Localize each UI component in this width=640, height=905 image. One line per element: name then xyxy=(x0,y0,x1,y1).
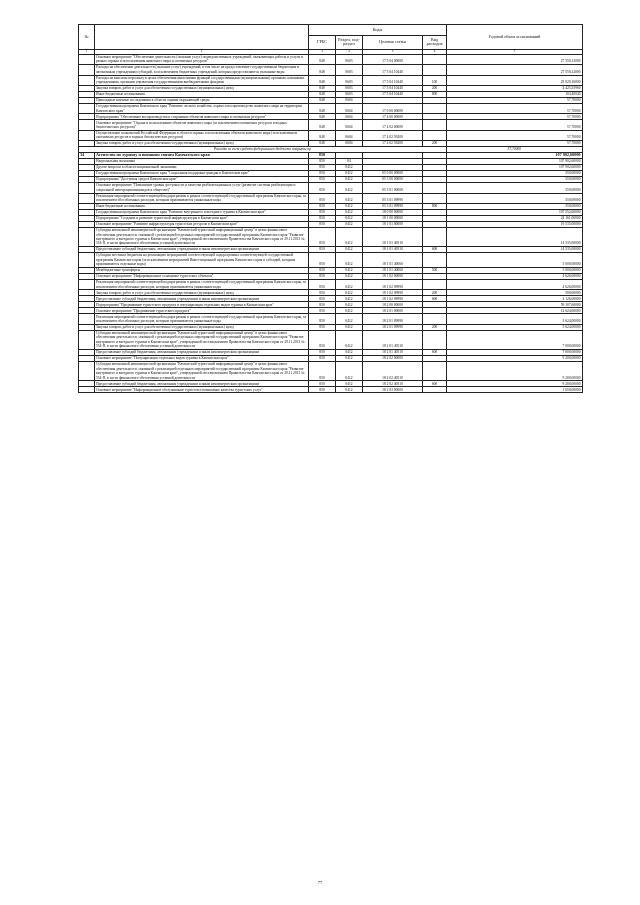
cell-section: 0412 xyxy=(336,356,363,362)
cell-number xyxy=(79,387,95,393)
cell-grbs: 850 xyxy=(309,362,336,381)
cell-section: 0412 xyxy=(336,193,363,203)
cell-vr: 800 xyxy=(423,91,447,97)
cell-section: 0603 xyxy=(336,91,363,97)
cell-amount: 24 161,00000 xyxy=(447,215,583,221)
cell-vr: 600 xyxy=(423,381,447,387)
cell-target: 17 5 04 00000 xyxy=(363,54,423,64)
cell-vr: 200 xyxy=(423,324,447,330)
cell-target: 18 2 00 00000 xyxy=(363,302,423,308)
cell-target: 17 4 02 59200 xyxy=(363,130,423,140)
cell-name: Предоставление субсидий бюджетным, автономным учреждениям и иным некоммерческим организациям xyxy=(95,247,309,253)
cell-name: Государственная программа Камчатского края "Социальная поддержка граждан в Камчатском крае" xyxy=(95,171,309,177)
table-row xyxy=(79,103,583,113)
cell-name: Субсидии местным бюджетам на реализацию мероприятий соответствующей подпрограммы соответствующей государственной программы Камчатского края (за исключением мероприятий Инвестиционной программы Камчатского края и субсидий, которым присваиваются отдельные коды) xyxy=(95,253,309,268)
cell-amount: 25 020,16000 xyxy=(447,75,583,85)
cell-amount: 4 626,00000 xyxy=(447,279,583,289)
cell-section: 0412 xyxy=(336,177,363,183)
cell-name: Реализация мероприятий соответствующей подпрограммы в рамках соответствующей государственной программы Камчатского края, за исключением обособленных расходов, которым присваиваются уникальные коды xyxy=(95,314,309,324)
cell-number xyxy=(79,193,95,203)
table-row xyxy=(79,314,583,324)
cell-section: 0412 xyxy=(336,221,363,227)
cell-grbs: 848 xyxy=(309,130,336,140)
cell-amount: 4 626,00000 xyxy=(447,273,583,279)
table-header xyxy=(79,25,583,55)
cell-target: 05 3 01 09990 xyxy=(363,193,423,203)
cell-name: Государственная программа Камчатского края "Развитие внутреннего и въездного туризма в Камчатском крае" xyxy=(95,209,309,215)
cell-vr: 500 xyxy=(423,267,447,273)
cell-target: 17 5 04 10440 xyxy=(363,85,423,91)
cell-grbs: 850 xyxy=(309,356,336,362)
cell-section: 0412 xyxy=(336,171,363,177)
cell-section: 0412 xyxy=(336,227,363,246)
cell-target: 18 1 01 40510 xyxy=(363,247,423,253)
cell-grbs: 850 xyxy=(309,273,336,279)
cell-grbs: 850 xyxy=(309,215,336,221)
cell-name: Закупка товаров, работ и услуг для обеспечения государственных (муниципальных) нужд xyxy=(95,85,309,91)
cell-section: 0604 xyxy=(336,103,363,113)
cell-target: 18 1 02 09990 xyxy=(363,279,423,289)
cell-section: 0604 xyxy=(336,130,363,140)
cell-grbs: 850 xyxy=(309,387,336,393)
header-grbs: ГРБС xyxy=(309,35,336,50)
cell-name: Подпрограмма "Продвижение туристского продукта и популяризация отдельных видов туризма в Камчатском крае" xyxy=(95,302,309,308)
cell-amount: 19 535,00000 xyxy=(447,221,583,227)
cell-name: Реализация мероприятий соответствующей подпрограммы в рамках соответствующей государственной программы Камчатского края, за исключением обособленных расходов, которым присваиваются уникальные коды xyxy=(95,279,309,289)
cell-name: Основное мероприятие "Популяризация отдельных видов туризма в Камчатском крае" xyxy=(95,356,309,362)
cell-amount: 350,00000 xyxy=(447,171,583,177)
header-index: 2 xyxy=(95,50,309,55)
cell-amount: 1 650,00000 xyxy=(447,387,583,393)
cell-amount: 350,00000 xyxy=(447,203,583,209)
cell-amount: 14 535,00000 xyxy=(447,247,583,253)
cell-grbs: 850 xyxy=(309,267,336,273)
cell-target: 18 1 02 00000 xyxy=(363,273,423,279)
cell-target: 17 4 02 59200 xyxy=(363,141,423,147)
cell-grbs: 850 xyxy=(309,279,336,289)
cell-number xyxy=(79,65,95,75)
cell-amount: 107 902,60000 xyxy=(447,165,583,171)
cell-grbs: 848 xyxy=(309,65,336,75)
table-row xyxy=(79,253,583,268)
cell-number: 34 xyxy=(79,153,95,159)
cell-grbs: 850 xyxy=(309,330,336,349)
cell-section: 0412 xyxy=(336,308,363,314)
table-row xyxy=(79,330,583,349)
cell-target: 17 4 00 00000 xyxy=(363,114,423,120)
header-index: 3 xyxy=(309,50,336,55)
cell-vr xyxy=(423,130,447,140)
table-row xyxy=(79,130,583,140)
cell-name: Основное мероприятие "Информационное обслуживание туристов и повышение качества туристских услуг" xyxy=(95,387,309,393)
header-number: № xyxy=(79,25,95,50)
cell-amount: 59 307,60000 xyxy=(447,302,583,308)
cell-section: 0412 xyxy=(336,381,363,387)
cell-name: Предоставление субсидий бюджетным, автономным учреждениям и иным некоммерческим организациям xyxy=(95,381,309,387)
table-row xyxy=(79,279,583,289)
table-row xyxy=(79,183,583,193)
cell-target: 18 0 00 00000 xyxy=(363,209,423,215)
cell-amount: 14 535,00000 xyxy=(447,227,583,246)
cell-section: 0603 xyxy=(336,75,363,85)
cell-grbs: 850 xyxy=(309,171,336,177)
cell-name: Основное мероприятие "Обеспечение деятельности (оказание услуг) подведомственных учреждений, оказывающих работы и услуги в рамках охраны и использования животного мира и охотничьих ресурсов" xyxy=(95,54,309,64)
cell-vr xyxy=(423,120,447,130)
cell-section: 0604 xyxy=(336,120,363,130)
cell-section: 0412 xyxy=(336,209,363,215)
cell-vr: 200 xyxy=(423,85,447,91)
cell-target: 18 2 01 09990 xyxy=(363,324,423,330)
cell-grbs: 850 xyxy=(309,183,336,193)
header-section: Раздел, под-раздел xyxy=(336,35,363,50)
cell-amount: 9 200,00000 xyxy=(447,356,583,362)
cell-section: 0412 xyxy=(336,203,363,209)
header-target: Целевая статья xyxy=(363,35,423,50)
cell-vr: 800 xyxy=(423,203,447,209)
cell-vr xyxy=(423,65,447,75)
cell-amount: 104,40040 xyxy=(447,91,583,97)
cell-amount: 107 552,60000 xyxy=(447,209,583,215)
cell-amount: 350,00000 xyxy=(447,193,583,203)
table-row xyxy=(79,54,583,64)
header-codes: Коды xyxy=(309,25,447,36)
cell-amount: 5 000,00000 xyxy=(447,253,583,268)
cell-target: 18 2 01 09990 xyxy=(363,314,423,324)
cell-grbs: 848 xyxy=(309,75,336,85)
budget-table-sheet xyxy=(78,24,582,393)
cell-number xyxy=(79,130,95,140)
cell-grbs: 850 xyxy=(309,247,336,253)
cell-section: 0412 xyxy=(336,330,363,349)
cell-amount: 7 000,00000 xyxy=(447,330,583,349)
cell-grbs: 850 xyxy=(309,381,336,387)
cell-grbs: 850 xyxy=(309,296,336,302)
cell-vr xyxy=(423,387,447,393)
cell-vr xyxy=(423,253,447,268)
cell-name: Иные бюджетные ассигнования xyxy=(95,91,309,97)
cell-amount: 2 425,55960 xyxy=(447,85,583,91)
cell-vr xyxy=(423,193,447,203)
cell-number xyxy=(79,279,95,289)
cell-number xyxy=(79,362,95,381)
table-row xyxy=(79,75,583,85)
cell-grbs: 850 xyxy=(309,302,336,308)
cell-target: 18 1 02 09990 xyxy=(363,296,423,302)
cell-target: 05 3 01 09990 xyxy=(363,203,423,209)
cell-amount: 57,70000 xyxy=(447,103,583,113)
cell-amount: 350,00000 xyxy=(447,177,583,183)
cell-name: Государственная программа Камчатского края "Развитие лесного хозяйства, охрана и воспроизводство животного мира на территории Камчатского края" xyxy=(95,103,309,113)
table-row xyxy=(79,227,583,246)
header-index: 7 xyxy=(447,50,583,55)
cell-name: Субсидия автономной некоммерческой организации "Камчатский туристский информационный центр" в целях финансового обеспечения деятельности, связанной с реализацией отдельных мероприятий государственной программы Камчатского края "Развитие внутреннего и въездного туризма в Камчатском крае", утвержденной постановлением Правительства Камчатского края от 29.11.2013 № 554-П, в части финансового обеспечения уставной деятельности xyxy=(95,227,309,246)
cell-grbs: 850 xyxy=(309,159,336,165)
cell-target: 05 0 00 00000 xyxy=(363,171,423,177)
cell-amount: 9 200,00000 xyxy=(447,362,583,381)
cell-grbs: 850 xyxy=(309,324,336,330)
cell-target: 18 2 02 40510 xyxy=(363,362,423,381)
cell-section: 0603 xyxy=(336,85,363,91)
cell-amount: 350,00000 xyxy=(447,183,583,193)
cell-name: Иные бюджетные ассигнования xyxy=(95,203,309,209)
cell-number xyxy=(79,330,95,349)
table-row xyxy=(79,387,583,393)
cell-amount: 4 126,00000 xyxy=(447,296,583,302)
cell-amount: 57,70000 xyxy=(447,141,583,147)
cell-section: 0412 xyxy=(336,296,363,302)
cell-target: 18 2 03 00000 xyxy=(363,387,423,393)
cell-name: Расходы на обеспечение деятельности (оказание услуг) учреждений, в том числе на предоставление государственным бюджетным и автономным учреждениям субсидий, за исключением бюджетных учреждений, которым предоставляются указанные виды xyxy=(95,65,309,75)
cell-amount: 27 550,12000 xyxy=(447,65,583,75)
cell-target: 18 1 01 40510 xyxy=(363,227,423,246)
note-text: Расходы за счет средств федерального бюджета покрыты пр xyxy=(79,147,447,153)
cell-vr xyxy=(423,54,447,64)
cell-target: 18 2 02 40510 xyxy=(363,381,423,387)
cell-target: 05 3 00 00000 xyxy=(363,177,423,183)
cell-grbs: 848 xyxy=(309,97,336,103)
cell-grbs: 850 xyxy=(309,308,336,314)
cell-grbs: 850 xyxy=(309,193,336,203)
cell-section: 0412 xyxy=(336,273,363,279)
cell-vr: 600 xyxy=(423,247,447,253)
cell-target: 05 3 01 00000 xyxy=(363,183,423,193)
budget-table xyxy=(78,24,583,393)
cell-vr xyxy=(423,362,447,381)
cell-section: 0412 xyxy=(336,362,363,381)
cell-vr xyxy=(423,183,447,193)
cell-amount: 12 624,00000 xyxy=(447,308,583,314)
cell-section: 0412 xyxy=(336,183,363,193)
cell-number xyxy=(79,120,95,130)
table-body xyxy=(79,54,583,393)
cell-name: Подпрограмма "Создание и развитие туристской инфраструктуры в Камчатском крае" xyxy=(95,215,309,221)
cell-section: 0412 xyxy=(336,290,363,296)
cell-target: 18 1 01 00000 xyxy=(363,221,423,227)
header-amount: Годовой объем ассигнований xyxy=(447,25,583,50)
header-vr: Вид расходов xyxy=(423,35,447,50)
cell-number xyxy=(79,253,95,268)
cell-grbs: 850 xyxy=(309,203,336,209)
cell-section: 0412 xyxy=(336,314,363,324)
cell-grbs: 850 xyxy=(309,350,336,356)
cell-section: 0412 xyxy=(336,215,363,221)
cell-vr: 200 xyxy=(423,290,447,296)
cell-amount: 57,70000 xyxy=(447,130,583,140)
cell-number xyxy=(79,227,95,246)
cell-section: 0412 xyxy=(336,302,363,308)
cell-name: Национальная экономика xyxy=(95,159,309,165)
cell-grbs: 850 xyxy=(309,314,336,324)
cell-name: Расходы на выплаты персоналу в целях обеспечения выполнения функций государственными (муниципальными) органами, казенными учреждениями, органами управления государственными внебюджетными фондами xyxy=(95,75,309,85)
cell-target: 18 2 01 40510 xyxy=(363,350,423,356)
header-index: 6 xyxy=(423,50,447,55)
cell-section: 0412 xyxy=(336,253,363,268)
cell-section: 0412 xyxy=(336,387,363,393)
cell-name: Подпрограмма "Обеспечение воспроизводства и сохранение объектов животного мира и охотничьих ресурсов" xyxy=(95,114,309,120)
cell-name: Агентство по туризму и внешним связям Камчатского края xyxy=(95,153,309,159)
cell-grbs: 848 xyxy=(309,120,336,130)
cell-number xyxy=(79,314,95,324)
table-row xyxy=(79,193,583,203)
cell-name: Предоставление субсидий бюджетным, автономным учреждениям и иным некоммерческим организациям xyxy=(95,350,309,356)
cell-amount: 57,70000 xyxy=(447,120,583,130)
cell-name: Предоставление субсидий бюджетным, автономным учреждениям и иным некоммерческим организациям xyxy=(95,296,309,302)
cell-section: 0604 xyxy=(336,97,363,103)
cell-grbs: 848 xyxy=(309,54,336,64)
cell-section: 0604 xyxy=(336,141,363,147)
cell-grbs: 850 xyxy=(309,253,336,268)
cell-vr: 200 xyxy=(423,141,447,147)
cell-number xyxy=(79,75,95,85)
cell-grbs: 850 xyxy=(309,177,336,183)
cell-name: Реализация мероприятий соответствующей подпрограммы в рамках соответствующей государственной программы Камчатского края, за исключением обособленных расходов, которым присваиваются уникальные коды xyxy=(95,193,309,203)
cell-grbs: 850 xyxy=(309,290,336,296)
cell-grbs: 848 xyxy=(309,91,336,97)
table-row xyxy=(79,65,583,75)
cell-vr: 100 xyxy=(423,75,447,85)
cell-grbs: 850 xyxy=(309,165,336,171)
cell-number xyxy=(79,103,95,113)
header-index: 5 xyxy=(363,50,423,55)
cell-number xyxy=(79,183,95,193)
cell-section: 04 xyxy=(336,159,363,165)
cell-amount: 107 902,60000 xyxy=(447,153,583,159)
cell-section: 0603 xyxy=(336,54,363,64)
cell-vr xyxy=(423,227,447,246)
cell-grbs: 848 xyxy=(309,114,336,120)
cell-section: 0412 xyxy=(336,247,363,253)
cell-amount: 9 200,00000 xyxy=(447,381,583,387)
cell-name: Основное мероприятие "Охрана и использование объектов животного мира (за исключением охотничьих ресурсов и водных биологических ресурсов)" xyxy=(95,120,309,130)
cell-target: 17 0 00 00000 xyxy=(363,103,423,113)
cell-grbs: 848 xyxy=(309,85,336,91)
cell-target: 17 5 04 10440 xyxy=(363,91,423,97)
cell-target: 18 1 01 40060 xyxy=(363,267,423,273)
cell-name: Подпрограмма "Доступная среда в Камчатском крае" xyxy=(95,177,309,183)
cell-target: 18 1 02 09990 xyxy=(363,290,423,296)
cell-section: 0412 xyxy=(336,324,363,330)
cell-amount: 27 550,12000 xyxy=(447,54,583,64)
table-row xyxy=(79,362,583,381)
cell-grbs: 850 xyxy=(309,221,336,227)
cell-amount: 5 624,00000 xyxy=(447,314,583,324)
cell-number xyxy=(79,54,95,64)
cell-section: 0604 xyxy=(336,114,363,120)
cell-grbs: 850 xyxy=(309,153,336,159)
cell-vr xyxy=(423,330,447,349)
cell-name: Основное мероприятие "Информационное оснащение туристских объектов" xyxy=(95,273,309,279)
cell-name: Закупка товаров, работ и услуг для обеспечения государственных (муниципальных) нужд xyxy=(95,141,309,147)
cell-name: Осуществление полномочий Российской Федерации в области охраны и использования объектов животного мира (за исключением охотничьих ресурсов и водных биологических ресурсов) xyxy=(95,130,309,140)
cell-vr xyxy=(423,279,447,289)
cell-name: Прикладные научные исследования в области охраны окружающей среды xyxy=(95,97,309,103)
header-index: 1 xyxy=(79,50,95,55)
cell-name: Межбюджетные трансферты xyxy=(95,267,309,273)
cell-target: 18 2 01 40510 xyxy=(363,330,423,349)
cell-name: Основное мероприятие "Повышение уровня доступности и качества реабилитационных услуг (развитие системы реабилитации и социальной интеграции инвалидов в обществе)" xyxy=(95,183,309,193)
cell-grbs: 850 xyxy=(309,209,336,215)
cell-section: 0412 xyxy=(336,350,363,356)
cell-target: 18 2 01 00000 xyxy=(363,308,423,314)
cell-target: 18 1 00 00000 xyxy=(363,215,423,221)
cell-name: Закупка товаров, работ и услуг для обеспечения государственных (муниципальных) нужд xyxy=(95,324,309,330)
cell-amount: 57,70000 xyxy=(447,147,583,153)
table-row xyxy=(79,120,583,130)
cell-amount: 107 902,60000 xyxy=(447,159,583,165)
cell-name: Основное мероприятие "Развитие инфраструктуры туристских ресурсов в Камчатском крае" xyxy=(95,221,309,227)
cell-amount: 5 000,00000 xyxy=(447,267,583,273)
cell-amount: 57,70000 xyxy=(447,114,583,120)
header-name xyxy=(95,25,309,50)
cell-name: Субсидия автономной некоммерческой организации "Камчатский туристский информационный центр" в целях финансового обеспечения деятельности, связанной с реализацией отдельных мероприятий государственной программы Камчатского края "Развитие внутреннего и въездного туризма в Камчатском крае", утвержденной постановлением Правительства Камчатского края от 29.11.2013 № 554-П, в части финансового обеспечения уставной деятельности xyxy=(95,330,309,349)
page-number: 77 xyxy=(317,880,323,885)
cell-section: 0412 xyxy=(336,267,363,273)
cell-grbs: 848 xyxy=(309,103,336,113)
cell-vr xyxy=(423,103,447,113)
cell-target: 18 1 01 40060 xyxy=(363,253,423,268)
cell-target: 18 2 02 00000 xyxy=(363,356,423,362)
cell-name: Закупка товаров, работ и услуг для обеспечения государственных (муниципальных) нужд xyxy=(95,290,309,296)
cell-section: 0603 xyxy=(336,65,363,75)
cell-name: Субсидия автономной некоммерческой организации "Камчатский туристский информационный центр" в целях финансового обеспечения деятельности, связанной с реализацией отдельных мероприятий государственной программы Камчатского края "Развитие внутреннего и въездного туризма в Камчатском крае", утвержденной постановлением Правительства Камчатского края от 29.11.2013 № 554-П, в части финансового обеспечения уставной деятельности xyxy=(95,362,309,381)
cell-grbs: 850 xyxy=(309,227,336,246)
cell-amount: 7 000,00000 xyxy=(447,350,583,356)
cell-amount: 500,00000 xyxy=(447,290,583,296)
cell-name: Основное мероприятие "Продвижение туристского продукта" xyxy=(95,308,309,314)
cell-grbs: 848 xyxy=(309,141,336,147)
cell-vr xyxy=(423,314,447,324)
cell-vr: 600 xyxy=(423,296,447,302)
cell-vr: 600 xyxy=(423,350,447,356)
cell-section: 0412 xyxy=(336,165,363,171)
cell-section: 0412 xyxy=(336,279,363,289)
cell-target: 17 4 02 00000 xyxy=(363,120,423,130)
cell-target: 17 5 04 10440 xyxy=(363,75,423,85)
header-index: 4 xyxy=(336,50,363,55)
cell-amount: 57,70000 xyxy=(447,97,583,103)
cell-target: 17 5 04 10440 xyxy=(363,65,423,75)
cell-amount: 5 624,00000 xyxy=(447,324,583,330)
cell-name: Другие вопросы в области национальной экономики xyxy=(95,165,309,171)
